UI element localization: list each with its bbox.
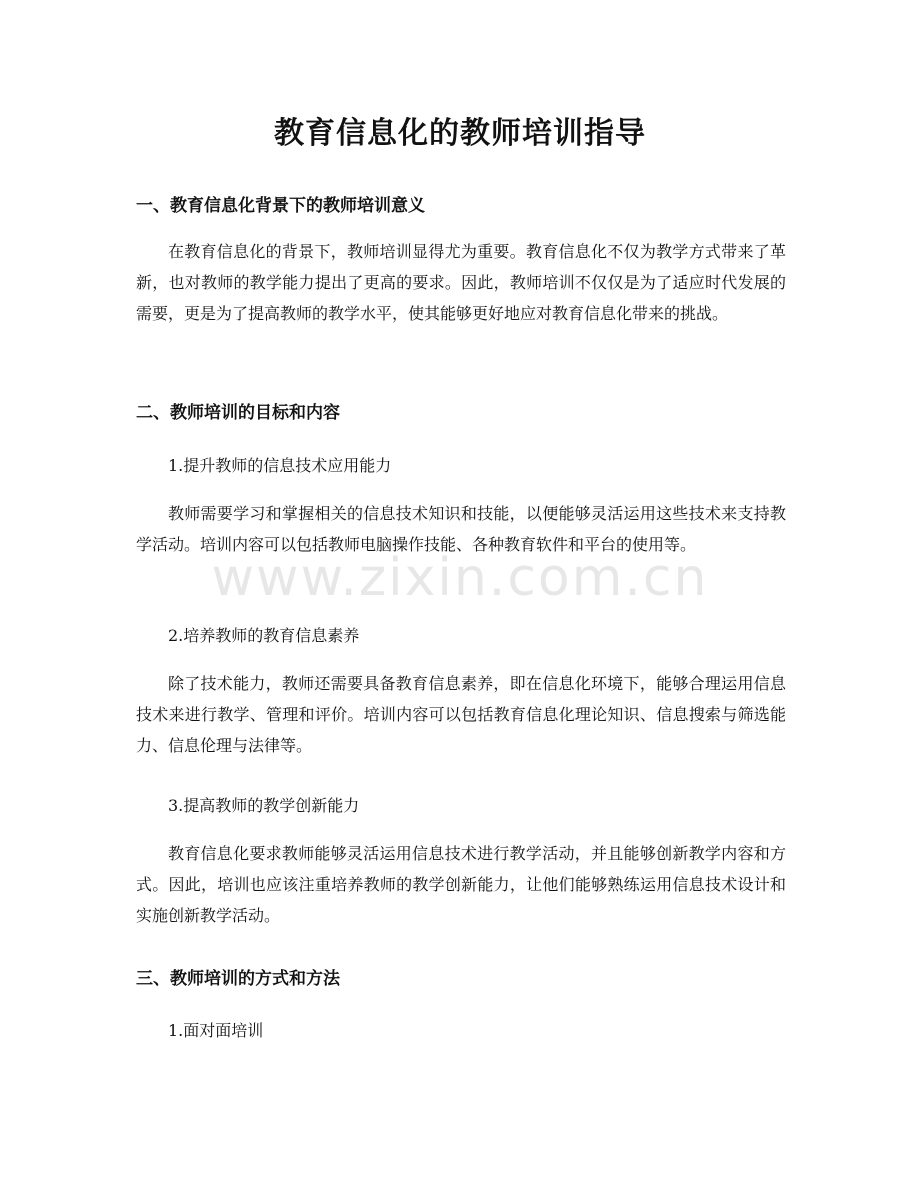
section-heading-2: 二、教师培训的目标和内容: [136, 403, 340, 423]
section-1-paragraph: 在教育信息化的背景下，教师培训显得尤为重要。教育信息化不仅为教学方式带来了革新，也对教师的教学能力提出了更高的要求。因此，教师培训不仅仅是为了适应时代发展的需要，更是为了提高教师的教学水平，使其能够更好地应对教育信息化带来的挑战。: [136, 242, 786, 323]
watermark: www.zixin.com.cn: [211, 548, 709, 608]
subheading-2-3: 3.提高教师的教学创新能力: [168, 796, 360, 815]
subheading-2-1: 1.提升教师的信息技术应用能力: [168, 456, 392, 475]
section-heading-1: 一、教育信息化背景下的教师培训意义: [136, 196, 425, 216]
paragraph-2-3: 教育信息化要求教师能够灵活运用信息技术进行教学活动，并且能够创新教学内容和方式。因此，培训也应该注重培养教师的教学创新能力，让他们能够熟练运用信息技术设计和实施创新教学活动。: [136, 844, 786, 925]
subheading-3-1: 1.面对面培训: [168, 1021, 264, 1040]
section-heading-3: 三、教师培训的方式和方法: [136, 969, 340, 989]
document-title: 教育信息化的教师培训指导: [274, 116, 646, 151]
paragraph-2-1: 教师需要学习和掌握相关的信息技术知识和技能，以便能够灵活运用这些技术来支持教学活动。培训内容可以包括教师电脑操作技能、各种教育软件和平台的使用等。: [136, 504, 786, 554]
paragraph-2-2: 除了技术能力，教师还需要具备教育信息素养，即在信息化环境下，能够合理运用信息技术来进行教学、管理和评价。培训内容可以包括教育信息化理论知识、信息搜索与筛选能力、信息伦理与法律等。: [136, 674, 786, 755]
subheading-2-2: 2.培养教师的教育信息素养: [168, 626, 360, 645]
